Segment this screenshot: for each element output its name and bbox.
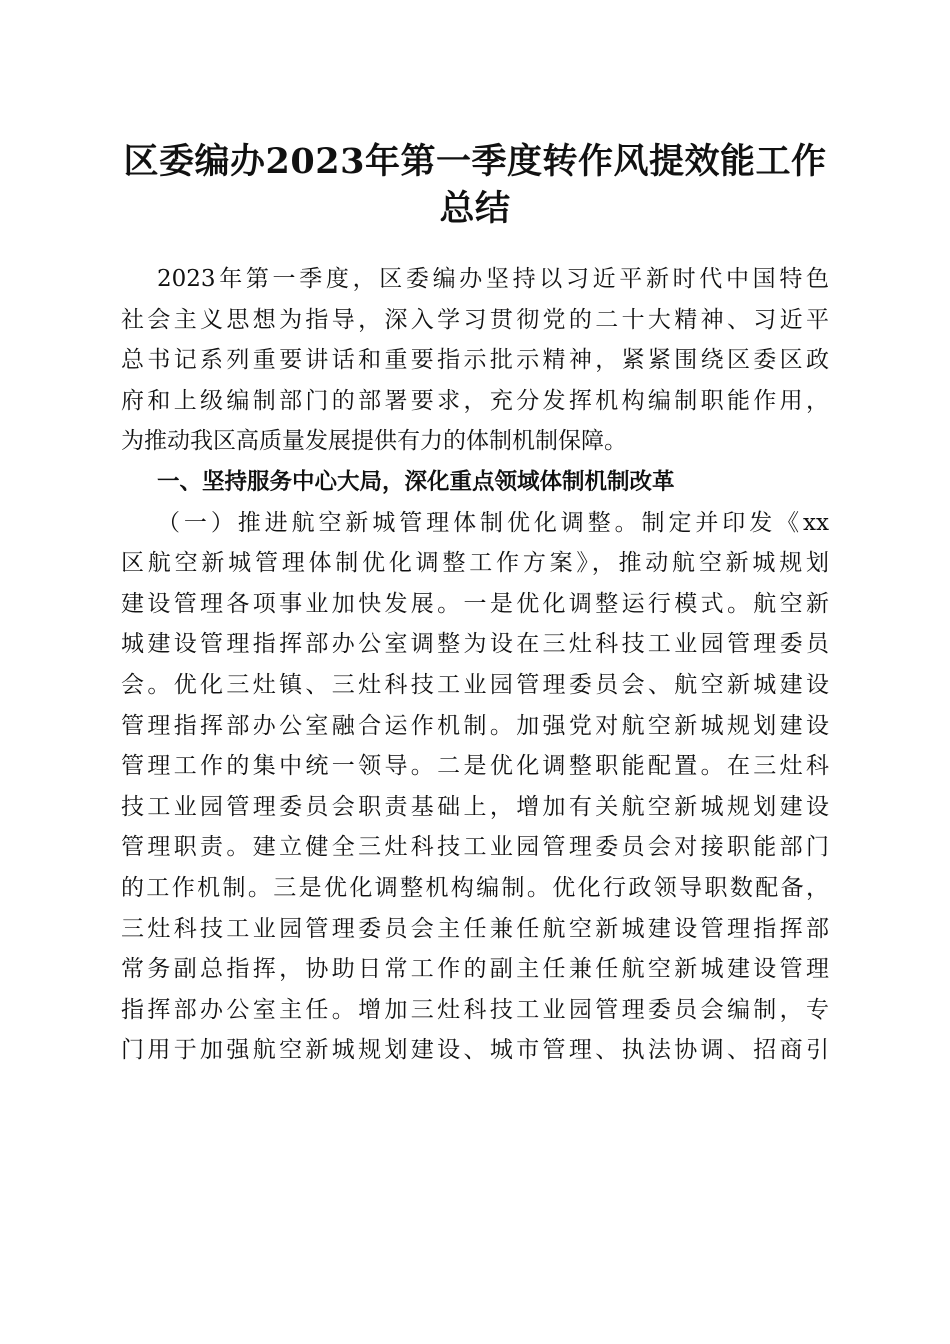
paragraph-1-line: 社会主义思想为指导，深入学习贯彻党的二十大精神、习近平	[121, 306, 829, 333]
paragraph-2-line: 技工业园管理委员会职责基础上，增加有关航空新城规划建设	[121, 793, 829, 820]
paragraph-2-line: 的工作机制。三是优化调整机构编制。优化行政领导职数配备，	[121, 874, 829, 901]
paragraph-2-line: 会。优化三灶镇、三灶科技工业园管理委员会、航空新城建设	[121, 671, 829, 698]
document-body	[121, 259, 829, 1071]
paragraph-2-line: 城建设管理指挥部办公室调整为设在三灶科技工业园管理委员	[121, 631, 829, 658]
paragraph-2-line: 建设管理各项事业加快发展。一是优化调整运行模式。航空新	[121, 590, 829, 617]
paragraph-2-line: 区航空新城管理体制优化调整工作方案》，推动航空新城规划	[121, 550, 829, 577]
paragraph-2-line: （一）推进航空新城管理体制优化调整。制定并印发《xx	[157, 509, 829, 536]
paragraph-1-line: 总书记系列重要讲话和重要指示批示精神，紧紧围绕区委区政	[121, 347, 829, 374]
paragraph-2-line: 管理工作的集中统一领导。二是优化调整职能配置。在三灶科	[121, 753, 829, 780]
paragraph-2-line: 常务副总指挥，协助日常工作的副主任兼任航空新城建设管理	[121, 956, 829, 983]
title-line-1: 区委编办2023年第一季度转作风提效能工作	[123, 141, 827, 182]
paragraph-1-line: 府和上级编制部门的部署要求，充分发挥机构编制职能作用，	[121, 387, 829, 414]
paragraph-1-line: 为推动我区高质量发展提供有力的体制机制保障。	[121, 428, 627, 455]
title-line-2: 总结	[439, 188, 511, 229]
paragraph-2-line: 管理职责。建立健全三灶科技工业园管理委员会对接职能部门	[121, 834, 829, 861]
paragraph-2-line: 三灶科技工业园管理委员会主任兼任航空新城建设管理指挥部	[121, 915, 829, 942]
section-1-heading: 一、坚持服务中心大局，深化重点领域体制机制改革	[157, 468, 675, 495]
paragraph-2-line: 指挥部办公室主任。增加三灶科技工业园管理委员会编制，专	[121, 996, 829, 1023]
paragraph-1-line: 2023年第一季度，区委编办坚持以习近平新时代中国特色	[157, 266, 829, 292]
paragraph-2-line: 管理指挥部办公室融合运作机制。加强党对航空新城规划建设	[121, 712, 829, 739]
paragraph-2-line: 门用于加强航空新城规划建设、城市管理、执法协调、招商引	[121, 1037, 829, 1064]
document-title	[100, 138, 850, 232]
